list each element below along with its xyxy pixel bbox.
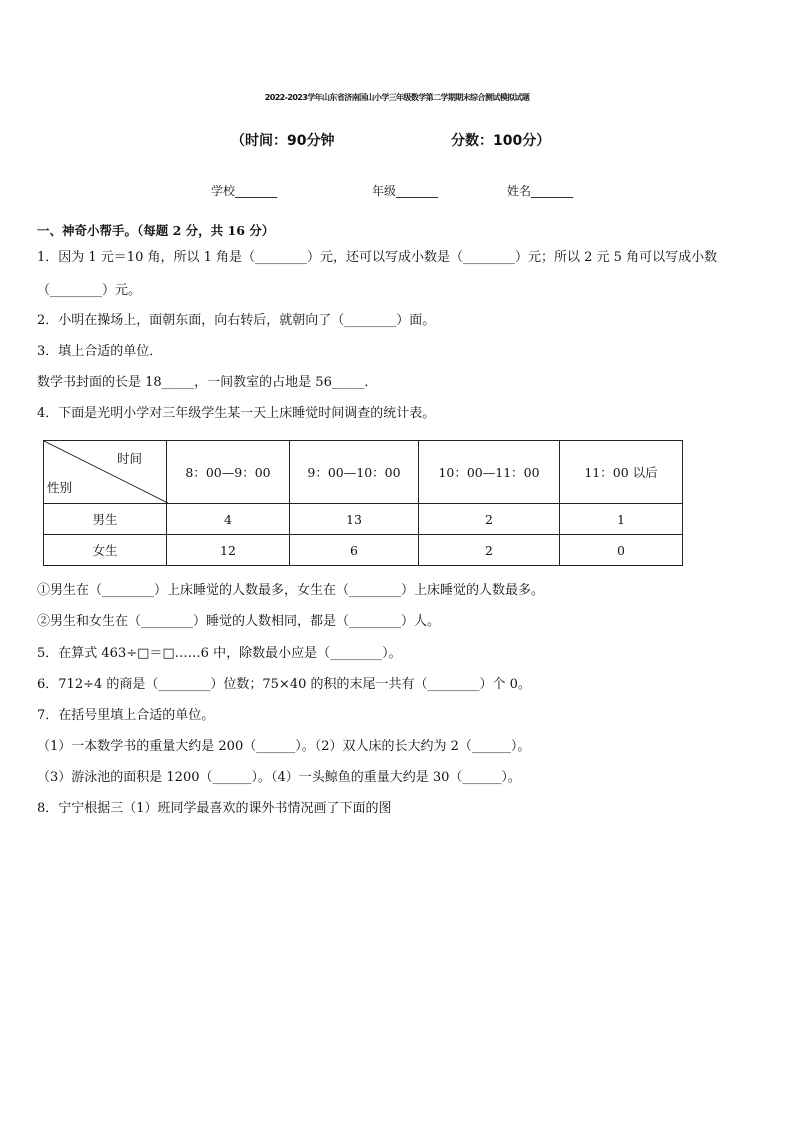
question-7: 7．在括号里填上合适的单位。: [37, 708, 215, 723]
table-header-cell: 8：00—9：00: [167, 441, 290, 504]
table-cell: 4: [167, 504, 290, 535]
table-cell: 12: [167, 535, 290, 566]
table-header-cell: 10：00—11：00: [419, 441, 560, 504]
question-6: 6．712÷4 的商是（________）位数；75×40 的积的末尾一共有（________）个 0。: [37, 677, 531, 692]
question-3: 3．填上合适的单位．: [37, 344, 163, 359]
table-cell: 2: [419, 535, 560, 566]
question-8: 8．宁宁根据三（1）班同学最喜欢的课外书情况画了下面的图: [37, 801, 392, 816]
question-7-row-1: （1）一本数学书的重量大约是 200（______）。（2）双人床的长大约为 2（______）。: [37, 739, 531, 754]
student-info: [0, 182, 794, 200]
name-field[interactable]: 姓名_______: [507, 184, 574, 198]
table-cell: 1: [560, 504, 683, 535]
table-cell: 0: [560, 535, 683, 566]
table-row-label: 女生: [44, 535, 167, 566]
table-corner-cell: [44, 441, 167, 504]
table-cell: 2: [419, 504, 560, 535]
table-cell: 6: [290, 535, 419, 566]
question-7-row-2: （3）游泳池的面积是 1200（______）。（4）一头鲸鱼的重量大约是 30（______）。: [37, 770, 521, 785]
sleep-time-table: [43, 440, 683, 566]
table-row: [44, 504, 683, 535]
question-2: 2．小明在操场上，面朝东面，向右转后，就朝向了（________）面。: [37, 313, 436, 328]
table-row-label: 男生: [44, 504, 167, 535]
question-4-part-1: ①男生在（________）上床睡觉的人数最多，女生在（________）上床睡觉的人数最多。: [37, 583, 545, 598]
exam-score: 分数：100分）: [451, 133, 551, 149]
corner-label-time: 时间: [116, 451, 142, 466]
table-row: [44, 535, 683, 566]
table-header-cell: 11：00 以后: [560, 441, 683, 504]
section-heading: 一、神奇小帮手。（每题 2 分，共 16 分）: [37, 223, 275, 238]
corner-label-gender: 性别: [47, 480, 73, 495]
question-5: 5．在算式 463÷□＝□……6 中，除数最小应是（________）。: [37, 646, 402, 661]
exam-time: （时间：90分钟: [231, 133, 335, 149]
grade-field[interactable]: 年级_______: [372, 184, 439, 198]
table-header-cell: 9：00—10：00: [290, 441, 419, 504]
page-title: 2022-2023学年山东省济南国山小学三年级数学第二学期期末综合测试模拟试题: [264, 93, 530, 102]
question-4: 4．下面是光明小学对三年级学生某一天上床睡觉时间调查的统计表。: [37, 406, 436, 421]
question-3-body: 数学书封面的长是 18_____，一间教室的占地是 56_____．: [37, 375, 378, 390]
question-1-cont: （________）元。: [37, 283, 142, 298]
table-header-row: [44, 441, 683, 504]
table-cell: 13: [290, 504, 419, 535]
question-1: 1．因为 1 元＝10 角，所以 1 角是（________）元，还可以写成小数是（________）元；所以 2 元 5 角可以写成小数: [37, 250, 718, 265]
school-field[interactable]: 学校_______: [211, 184, 278, 198]
exam-meta: [0, 130, 794, 150]
question-4-part-2: ②男生和女生在（________）睡觉的人数相同，都是（________）人。: [37, 614, 441, 629]
